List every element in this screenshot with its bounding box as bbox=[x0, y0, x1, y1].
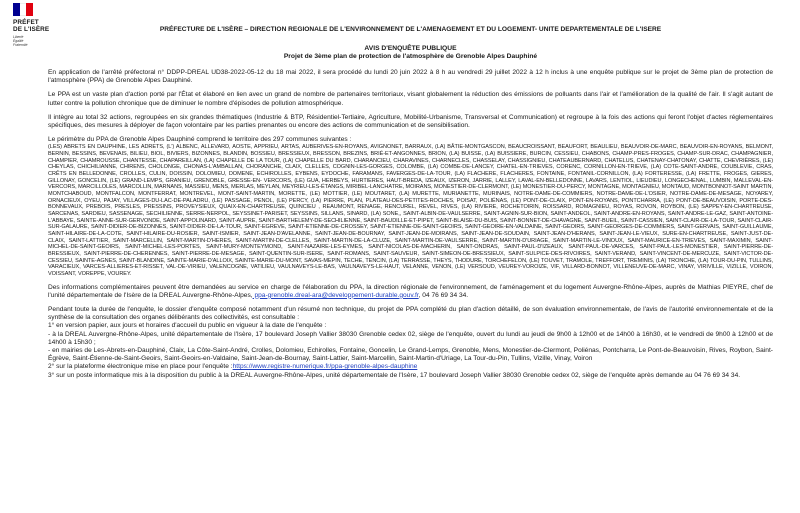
contact-email-link[interactable]: ppa-grenoble.dreal-ara@developpement-durable.gouv.fr bbox=[252, 291, 419, 299]
flag-white bbox=[20, 3, 27, 16]
paragraph-perimetre-intro: Le périmètre du PPA de Grenoble Alpes Dauphiné comprend le territoire des 297 communes suivantes : bbox=[48, 136, 352, 144]
list-item-online bbox=[48, 363, 773, 371]
paragraph-ppa-description: Le PPA est un vaste plan d'action porté par l'État et élaboré en lien avec un grand de nombre de partenaires territoriaux, visant globalement la réduction des émissions de polluants dans l'air et l'amélioration de la qualité de l'air. Il s'agit autant de lutter contre la pollution chronique que de diminuer le nombre d'épisodes de pollution atmosphérique. bbox=[48, 91, 773, 107]
list-item-dreal: - à la DREAL Auvergne-Rhône-Alpes, unité départementale de l'Isère, 17 boulevard Joseph Vallier 38030 Grenoble cedex 02, siège de l'enquête, ouvert du lundi au jeudi de 9h00 à 12h00 et de 14h00 à 16h30, et le vendredi de 9h00 à 12h00 et de 14h00 à 15h30 ; bbox=[48, 330, 773, 346]
notice-title: AVIS D'ENQUÊTE PUBLIQUE bbox=[364, 45, 457, 52]
paragraph-contact bbox=[48, 284, 773, 300]
list-item-paper: 1° en version papier, aux jours et horaires d'accueil du public en vigueur à la date de l'enquête : bbox=[48, 322, 327, 330]
marianne-flag-icon bbox=[13, 3, 33, 16]
online-text: 2° sur la plateforme électronique mise en place pour l'enquête : bbox=[48, 363, 233, 371]
flag-red bbox=[26, 3, 33, 16]
list-item-mairies: - en mairies de Les-Abrets-en-Dauphiné, Claix, La Côte-Saint-André, Crolles, Dolomieu, Echirolles, Fontaine, Goncelin, Le Grand-Lemps, Grenoble, Mens, Monestier-de-Clermont, Poliénas, Pontcharra, Le Pont-de-Beauvoisin, Rives, Roybon, Saint-Égrève, Saint-Étienne-de-Saint-Geoirs, Saint-Geoirs-en-Valdaine, Saint-Jean-de-Bournay, Saint-Lattier, Saint-Marcellin, Saint-Martin-d'Uriage, La Tour-du-Pin, Tullins, Vizille, Vinay, Voiron bbox=[48, 346, 773, 363]
flag-blue bbox=[13, 3, 20, 16]
motto-fraternite: Fraternité bbox=[13, 43, 28, 47]
contact-phone: , 04 76 69 34 34. bbox=[418, 291, 469, 299]
notice-subtitle: Projet de 3ème plan de protection de l'atmosphère de Grenoble Alpes Dauphiné bbox=[283, 53, 538, 60]
logo-line-1: PRÉFET bbox=[13, 19, 39, 26]
registre-link[interactable]: https://www.registre-numerique.fr/ppa-grenoble-alpes-dauphine bbox=[232, 363, 418, 371]
contact-text: Des informations complémentaires peuvent être demandées au service en charge de l'élaboration du PPA, la direction régionale de l'environnement, de l'aménagement et du logement Auvergne-Rhône-Alpes, auprès de Mathias PIEYRE, chef de l'unité départementale de l'Isère de la DREAL Auvergne-Rhône-Alpes, bbox=[48, 283, 773, 299]
paragraph-consultation: Pendant toute la durée de l'enquête, le dossier d'enquête composé notamment d'un résumé non technique, du projet de PPA complété du plan d'action détaillé, de son évaluation environnementale, de l'avis de l'autorité environnementale et de la synthèse de la consultation des organes délibérants des collectivités, est consultable : bbox=[48, 305, 773, 322]
communes-list: (LES) ABRETS EN DAUPHINE, LES ADRETS, (L') ALBENC, ALLEVARD, AOSTE, APPRIEU, ARTAS, AUBERIVES-EN-ROYANS, AVIGNONET, BARRAUX, (LA) BÂTIE-MONTGASCON, BEAUCROISSANT, BEAUFORT, BEAULIEU, BEAUVOIR-DE-MARC, BEAUVOIR-EN-ROYANS, BELMONT, BERNIN, BESSINS, BEVENAIS, BILIEU, BIOL, BIVIERS, BIZONNES, BLANDIN, BOSSIEU, BRESSIEUX, BRESSON, BREZINS, BRIÉ-ET-ANGONNES, BRION, (LA) BUISSE, (LA) BUISSIERE, BURCIN, CESSIEU, CHABONS, CHAMP-PRES-FROGES, CHAMP-SUR-DRAC, CHAMPAGNIER, CHAMPIER, CHAMROUSSE, CHANTESSE, CHAPAREILLAN, (LA) CHAPELLE DE LA TOUR, (LA) CHAPELLE DU BARD, CHARANCIEU, CHARAVINES, CHARNECLES, CHASSELAY, CHASSIGNIEU, CHATEAUBERNARD, CHATELUS, CHATENAY-CHATONAY, CHATTE, CHEVRIÈRES, (LE) CHEYLAS, CHICHILIANNE, CHIRENS, CHOLONGE, CHONAS-L'AMBALLAN, CHORANCHE, CLAIX, CLELLES, COGNIN-LES-GORGES, COLOMBE, (LA) COMBE-DE-LANCEY, CHATEL-EN-TRIEVES, CORENC, CORNILLON-EN-TRIEVE, (LA) COTE-SAINT-ANDRE, COUBLEVIE, CRAS, CRÊTS EN BELLEDONNE, CROLLES, CULIN, DOISSIN, DOLOMIEU, DOMENE, ECHIROLLES, EYBENS, EYDOCHE, FARAMANS, FAVERGES-DE-LA-TOUR, (LA) FLACHERE, FLACHERES, FONTAINE, FONTANIL-CORNILLON, (LA) FORTERESSE, (LA) FRETTE, FROGES, GIERES, GILLONAY, GONCELIN, (LE) GRAND-LEMPS, GRANIEU, GRENOBLE, GRESSE-EN- VERCORS, (LE) GUA, HERBEYS, HURTIERES, HAUT-BREDA, IZEAUX, IZERON, JARRIE, LALLEY, LAVAL-EN-BELLEDONNE, LAVARS, LENTIOL, LIEUDIEU, LONGECHENAL, LUMBIN, MALLEVAL-EN-VERCORS, MARCILLOLES, MARCOLLIN, MARNANS, MASSIEU, MENS, MERLAS, MEYLAN, MEYRIEU-LES-ÉTANGS, MIRIBEL-LANCHATRE, MOIRANS, MONESTIER-DE-CLERMONT, (LE) MONESTIER-DU-PERCY, MONTAGNE, MONTAGNIEU, MONTAUD, MONTBONNOT-SAINT MARTIN, MONTCHABOUD, MONTFALCON, MONTFERRAT, MONTREVEL, MONT-SAINT-MARTIN, MORETTE, (LE) MOTTIER, (LE) MOUTARET, (LA) MURETTE, MURIANETTE, MURINAIS, NOTRE-DAME-DE-COMMIERS, NOTRE-DAME-DE-L'OSIER, NOTRE-DAME-DE-MESAGE, NOYAREY, ORNACIEUX, OYEU, PAJAY, VILLAGES-DU-LAC-DE-PALADRU, (LE) PASSAGE, PENOL, (LE) PERCY, (LA) PIERRE, PLAN, PLATEAU-DES-PETITES-ROCHES, POISAT, POLIÉNAS, (LE) PONT-DE-CLAIX, PONT-EN-ROYANS, PONTCHARRA, (LE) PONT-DE-BEAUVOISIN, PORTE-DES-BONNEVAUX, PREBOIS, PRESLES, PRESSINS, PROVEYSIEUX, QUAIX-EN-CHARTREUSE, QUINCIEU , REAUMONT, RENAGE, RENCUREL, REVEL, RIVES, (LA) RIVIERE, ROCHETOIRIN, ROISSARD, ROMAGNIEU, ROYAS, ROVON, ROYBON, (LE) SAPPEY-EN-CHARTREUSE, SARCENAS, SARDIEU, SASSENAGE, SECHILIENNE, SERRE-NERPOL, SEYSSINET-PARISET, SEYSSINS, SILLANS, SINARD, (LA) SONE,, SAINT-ALBIN-DE-VAULSERRE, SAINT-AGNIN-SUR-BION, SAINT-ANDEOL, SAINT-ANDRE-EN-ROYANS, SAINT-ANDRE-LE-GAZ, SAINT-ANTOINE-L'ABBAYE, SAINTE-ANNE-SUR-GERVONDE, SAINT-APPOLINARD, SAINT-AUPRE, SAINT-BARTHELEMY-DE-SECHILIENNE, SAINT-BAUDILLE-ET-PIPET, SAINT-BLAISE-DU-BUIS, SAINT-BONNET-DE-CHAVAGNE, SAINT-BUEIL, SAINT-CASSIEN, SAINT-CLAIR-DE-LA-TOUR, SAINT-CLAIR-SUR-GALAURE, SAINT-DIDIER-DE-BIZONNES, SAINT-DIDIER-DE-LA-TOUR, SAINT-EGREVE, SAINT-ETIENNE-DE-CROSSEY, SAINT-ETIENNE-DE-SAINT-GEOIRS, SAINT-GEOIRE-EN-VALDAINE, SAINT-GEOIRS, SAINT-GEORGES-DE-COMMIERS, SAINT-GERVAIS, SAINT-GUILLAUME, SAINT-HILAIRE-DE-LA-COTE, SAINT-HILAIRE-DU-ROSIER, SAINT-ISMIER, SAINT-JEAN-D'AVELANNE, SAINT-JEAN-DE-BOURNAY, SAINT-JEAN-DE-MOIRANS, SAINT-JEAN-DE-SOUDAIN, SAINT-JEAN-D'HERANS, SAINT-JEAN-LE-VIEUX, SURE-EN-CHARTREUSE, SAINT-JUST-DE-CLAIX, SAINT-LATTIER, SAINT-MARCELLIN, SAINT-MARTIN-D'HERES, SAINT-MARTIN-DE-CLELLES, SAINT-MARTIN-DE-LA-CLUZE, SAINT-MARTIN-DE-VAULSERRE, SAINT-MARTIN-D'URIAGE, SAINT-MARTIN-LE-VINOUX, SAINT-MAURICE-EN-TRIEVES, SAINT-MAXIMIN, SAINT-MICHEL-DE-SAINT-GEOIRS, SAINT-MICHEL-LES-PORTES, SAINT-MURY-MONTEYMOND, SAINT-NAZAIRE-LES-EYMES, SAINT-NICOLAS-DE-MACHERIN, SAINT-ONDRAS, SAINT-PAUL-D'IZEAUX, SAINT-PAUL-DE-VARCES, SAINT-PAUL-LES-MONESTIER, SAINT-PIERRE-DE-BRESSIEUX, SAINT-PIERRE-DE-CHERENNES, SAINT-PIERRE-DE-MESAGE, SAINT-QUENTIN-SUR-ISERE, SAINT-ROMANS, SAINT-SAUVEUR, SAINT-SIMEON-DE-BRESSIEUX, SAINT-SULPICE-DES-RIVOIRES, SAINT-VERAND, SAINT-VINCENT-DE-MERCUZE, SAINT-VICTOR-DE-CESSIEU, SAINTE-AGNES, SAINT-BLANDINE, SAINTE-MARIE-D'ALLOIX, SAINTE-MARIE-DU-MONT, SAVAS-MEPIN, TECHE, TENCIN, (LA) TERRASSE, THEYS, THODURE, TORCHEFELON, (LE) TOUVET, TRAMOLE, TREFFORT, TREMINIS, (LA) TRONCHE, (LA) TOUR-DU-PIN, TULLINS, VARACIEUX, VARCES-ALLIERES-ET-RISSET, VAL-DE-VIRIEU, VALENCOGNE, VATILIEU, VAULNAVEYS-LE-BAS, VAULNAVEYS-LE-HAUT, VELANNE, VENON, (LE) VERSOUD, VEUREY-VOROIZE, VIF, VILLARD-BONNOT, VILLENEUVE-DE-MARC, VINAY, VIRIVILLE, VIZILLE, VOIRON, VOISSANT, VOREPPE, VOUREY. bbox=[48, 144, 773, 277]
notice-header: PRÉFECTURE DE L'ISÈRE – DIRECTION REGIONALE DE L'ENVIRONNEMENT DE L'AMENAGEMENT ET DU LOGEMENT- UNITE DEPARTEMENTALE DE L'ISERE bbox=[159, 26, 662, 33]
list-item-computer: 3° sur un poste informatique mis à la disposition du public à la DREAL Auvergne-Rhône-Alpes, unité départementale de l'Isère, 17 boulevard Joseph Vallier 38030 Grenoble cedex 02, siège de l'enquête après demande au 04 76 69 34 34. bbox=[48, 371, 741, 379]
notice-body bbox=[48, 26, 773, 380]
paragraph-arrete: En application de l'arrêté préfectoral n° DDPP-DREAL UD38-2022-05-12 du 18 mai 2022, il sera procédé du lundi 20 juin 2022 à 8 h au vendredi 29 juillet 2022 à 12 h inclus à une enquête publique sur le projet de 3ème plan de protection de l'atmosphère (PPA) de Grenoble Alpes Dauphiné. bbox=[48, 69, 773, 85]
logo-line-2: DE L'ISÈRE bbox=[13, 26, 50, 33]
motto-liberte: Liberté bbox=[13, 35, 24, 39]
logo-motto bbox=[13, 35, 53, 47]
motto-egalite: Égalité bbox=[13, 39, 24, 43]
prefecture-logo bbox=[13, 3, 53, 47]
paragraph-actions: Il intègre au total 32 actions, regroupées en six grandes thématiques (Industrie & BTP, Résidentiel-Tertiaire, Agriculture, Mobilité-Urbanisme, Transversal et Communication) et regroupe à la fois des actions qui feront l'objet d'actes réglementaires spécifiques, des mesures à déployer de façon volontaire par les parties prenantes ou encore des actions de communication et de sensibilisation. bbox=[48, 113, 773, 130]
